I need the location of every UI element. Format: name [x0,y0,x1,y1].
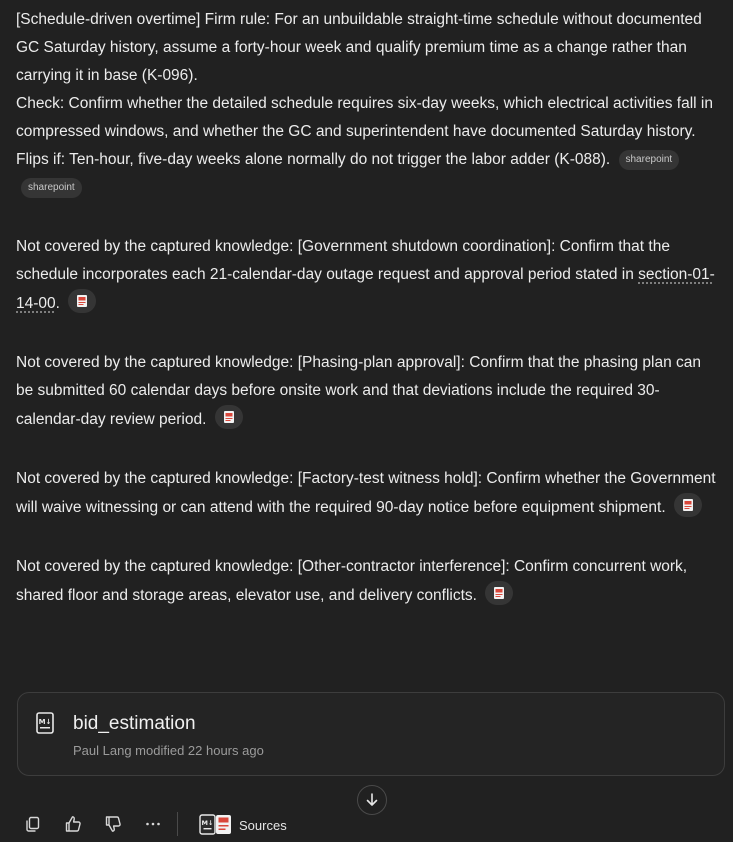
file-card-bid-estimation[interactable] [17,692,725,776]
message-actions-toolbar [0,808,733,842]
pdf-icon [494,587,504,599]
citation-chip-pdf[interactable] [68,289,96,313]
markdown-file-icon [36,712,54,734]
svg-text:M↓: M↓ [201,819,214,827]
paragraph-shutdown-coordination [16,233,716,318]
period: . [55,295,60,312]
flips-if-line [16,146,716,174]
shutdown-text: Not covered by the captured knowledge: [Government shutdown coordination]: Confirm that the schedule incorporates each 21-calendar-day outage request and approval period stated in [16,238,670,283]
interference-text: Not covered by the captured knowledge: [Other-contractor interference]: Confirm concurrent work, shared floor and storage areas, elevator use, and delivery conflicts. [16,558,688,604]
pdf-icon [224,411,234,423]
card-subtitle: Paul Lang modified 22 hours ago [73,743,264,758]
citation-chip-sharepoint[interactable]: sharepoint [21,178,82,198]
card-title: bid_estimation [73,713,196,734]
pdf-icon [77,295,87,307]
citation-chip-sharepoint[interactable]: sharepoint [619,150,680,170]
pdf-icon [683,499,693,511]
citation-chip-pdf[interactable] [674,493,702,517]
thumbs-up-icon[interactable] [63,814,83,834]
assistant-message [16,6,716,641]
thumbs-down-icon[interactable] [103,814,123,834]
svg-text:M↓: M↓ [38,718,52,726]
section-link[interactable]: section-01-14-00 [16,266,715,312]
paragraph-contractor-interference [16,553,716,610]
flips-if-text: Flips if: Ten-hour, five-day weeks alone normally do not trigger the labor adder (K-088). [16,151,611,168]
more-icon[interactable] [143,814,163,834]
check-text: Check: Confirm whether the detailed schedule requires six-day weeks, which electrical activities fall in compressed windows, and whether the GC and superintendent have documented Saturday history. [16,95,713,140]
toolbar-divider [177,812,178,836]
paragraph-phasing-plan [16,349,716,434]
paragraph-schedule-overtime [16,6,716,202]
paragraph-factory-test [16,465,716,522]
factory-test-text: Not covered by the captured knowledge: [Factory-test witness hold]: Confirm whether the Government will waive witnessing or can attend with the required 90-day notice before equipment shipment. [16,470,716,516]
sources-label: Sources [239,818,287,833]
source-icons [199,814,233,836]
firm-rule-text: [Schedule-driven overtime] Firm rule: For an unbuildable straight-time schedule without documented GC Saturday history, assume a forty-hour week and qualify premium time as a change rather than carrying it in base (K-096). [16,11,702,84]
arrow-down-icon [364,792,380,808]
phasing-text: Not covered by the captured knowledge: [Phasing-plan approval]: Confirm that the phasing plan can be submitted 60 calendar days before onsite work and that deviations include the required 30-calendar-day review period. [16,354,702,428]
copy-icon[interactable] [23,814,43,834]
citation-chip-pdf[interactable] [485,581,513,605]
citation-chip-pdf[interactable] [215,405,243,429]
